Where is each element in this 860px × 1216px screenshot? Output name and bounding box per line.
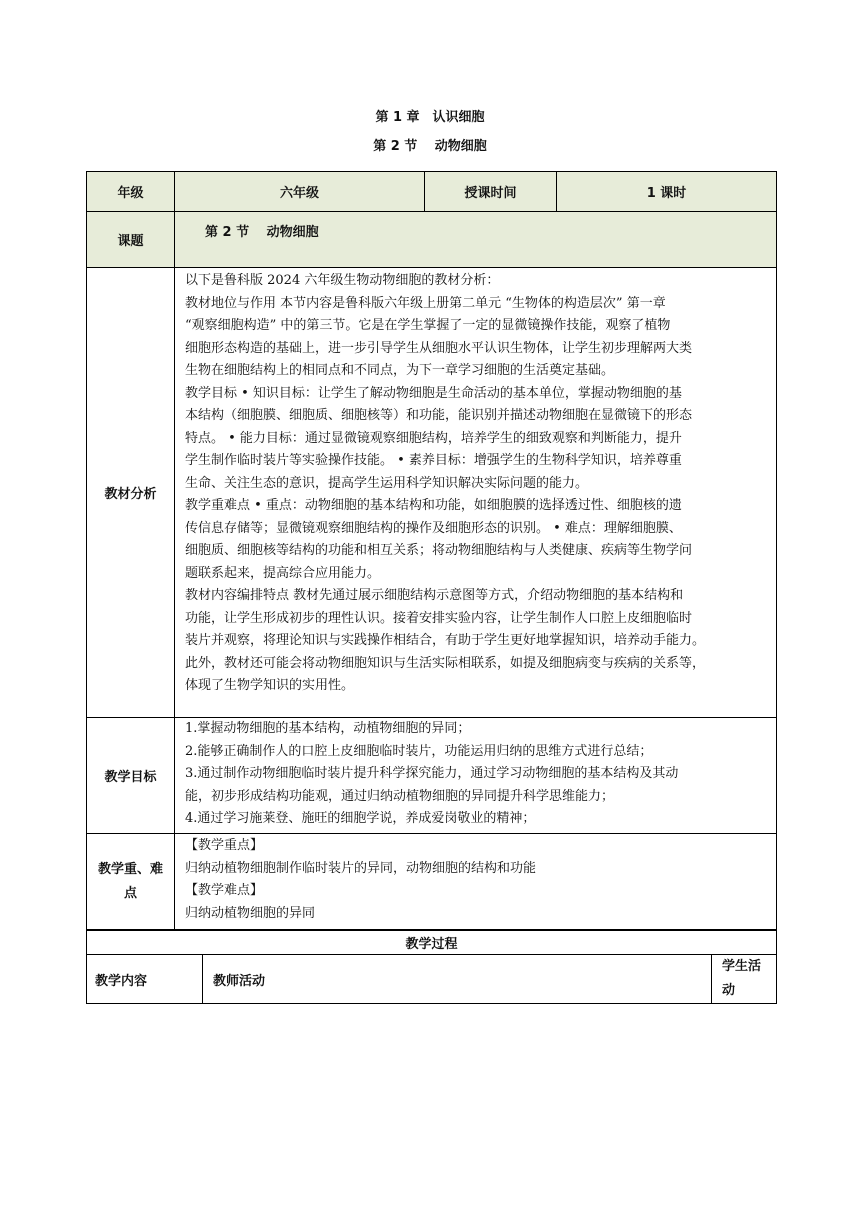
goals-row <box>87 718 777 834</box>
col-content: 教学内容 <box>87 955 203 1004</box>
goal-line: 2.能够正确制作人的口腔上皮细胞临时装片，功能运用归纳的思维方式进行总结； <box>185 743 653 759</box>
process-title-row <box>87 931 777 955</box>
lesson-info-table <box>86 171 777 930</box>
analysis-line: 教材地位与作用 本节内容是鲁科版六年级上册第二单元 “生物体的构造层次” 第一章 <box>185 295 666 311</box>
analysis-line: 本结构（细胞膜、细胞质、细胞核等）和功能，能识别并描述动物细胞在显微镜下的形态 <box>185 408 693 423</box>
keypoint-line: 【教学重点】 <box>185 838 264 853</box>
analysis-line: 生命、关注生态的意识，提高学生运用科学知识解决实际问题的能力。 <box>185 475 589 491</box>
analysis-content <box>175 268 777 718</box>
keypoints-row <box>87 834 777 930</box>
analysis-line: 装片并观察，将理论知识与实践操作相结合，有助于学生更好地掌握知识，培养动手能力。 <box>185 633 706 648</box>
topic-label: 课题 <box>87 212 175 268</box>
grade-value: 六年级 <box>175 172 425 212</box>
col-teacher: 教师活动 <box>203 955 712 1004</box>
goal-line: 能，初步形成结构功能观，通过归纳动植物细胞的异同提升科学思维能力； <box>185 788 615 804</box>
col-student <box>712 955 777 1004</box>
keypoint-line: 【教学难点】 <box>185 883 264 898</box>
analysis-line: “观察细胞构造” 中的第三节。它是在学生掌握了一定的显微镜操作技能，观察了植物 <box>185 318 671 333</box>
keypoints-label-line: 教学重、难 <box>97 861 163 877</box>
grade-label: 年级 <box>87 172 175 212</box>
goal-line: 3.通过制作动物细胞临时装片提升科学探究能力，通过学习动物细胞的基本结构及其动 <box>185 766 679 781</box>
analysis-line: 细胞形态构造的基础上，进一步引导学生从细胞水平认识生物体，让学生初步理解两大类 <box>185 340 693 356</box>
analysis-line: 特点。 • 能力目标：通过显微镜观察细胞结构，培养学生的细致观察和判断能力，提升 <box>185 430 682 446</box>
teaching-process-table <box>86 930 777 1004</box>
time-value: 1 课时 <box>557 172 777 212</box>
analysis-line: 题联系起来，提高综合应用能力。 <box>185 565 381 581</box>
col-student-line: 动 <box>722 983 736 998</box>
chapter-title: 第 1 章 认识细胞 <box>375 110 485 125</box>
goals-content <box>175 718 777 834</box>
analysis-label: 教材分析 <box>87 268 175 718</box>
section-title: 第 2 节 动物细胞 <box>373 139 487 154</box>
keypoints-content <box>175 834 777 930</box>
analysis-line: 传信息存储等；显微镜观察细胞结构的操作及细胞形态的识别。 • 难点：理解细胞膜、 <box>185 520 682 536</box>
analysis-line: 学生制作临时装片等实验操作技能。 • 素养目标：增强学生的生物科学知识，培养尊重 <box>185 453 682 468</box>
analysis-line: 体现了生物学知识的实用性。 <box>185 678 355 693</box>
analysis-line: 以下是鲁科版 2024 六年级生物动物细胞的教材分析： <box>185 273 500 288</box>
topic-row <box>87 212 777 268</box>
keypoint-line: 归纳动植物细胞制作临时装片的异同，动物细胞的结构和功能 <box>185 860 537 876</box>
keypoint-line: 归纳动植物细胞的异同 <box>185 905 316 921</box>
goal-line: 1.掌握动物细胞的基本结构，动植物细胞的异同； <box>185 721 471 736</box>
analysis-line: 教学目标 • 知识目标：让学生了解动物细胞是生命活动的基本单位，掌握动物细胞的基 <box>185 385 682 401</box>
keypoints-label-line: 点 <box>123 885 137 901</box>
analysis-line: 教材内容编排特点 教材先通过展示细胞结构示意图等方式，介绍动物细胞的基本结构和 <box>185 588 684 603</box>
analysis-line: 细胞质、细胞核等结构的功能和相互关系；将动物细胞结构与人类健康、疾病等生物学问 <box>185 543 693 558</box>
process-title: 教学过程 <box>87 931 777 955</box>
topic-value: 第 2 节 动物细胞 <box>175 212 777 268</box>
analysis-line: 功能，让学生形成初步的理性认识。接着安排实验内容，让学生制作人口腔上皮细胞临时 <box>185 610 693 626</box>
col-student-line: 学生活 <box>722 959 762 974</box>
analysis-line: 教学重难点 • 重点：动物细胞的基本结构和功能，如细胞膜的选择透过性、细胞核的遗 <box>185 498 682 513</box>
analysis-line: 此外，教材还可能会将动物细胞知识与生活实际相联系，如提及细胞病变与疾病的关系等， <box>185 655 706 671</box>
keypoints-label <box>87 834 175 930</box>
analysis-line: 生物在细胞结构上的相同点和不同点，为下一章学习细胞的生活奠定基础。 <box>185 363 615 378</box>
time-label: 授课时间 <box>425 172 557 212</box>
process-header-row <box>87 955 777 1004</box>
analysis-row <box>87 268 777 718</box>
goal-line: 4.通过学习施莱登、施旺的细胞学说，养成爱岗敬业的精神； <box>185 811 536 826</box>
grade-row <box>87 172 777 212</box>
goals-label: 教学目标 <box>87 718 175 834</box>
